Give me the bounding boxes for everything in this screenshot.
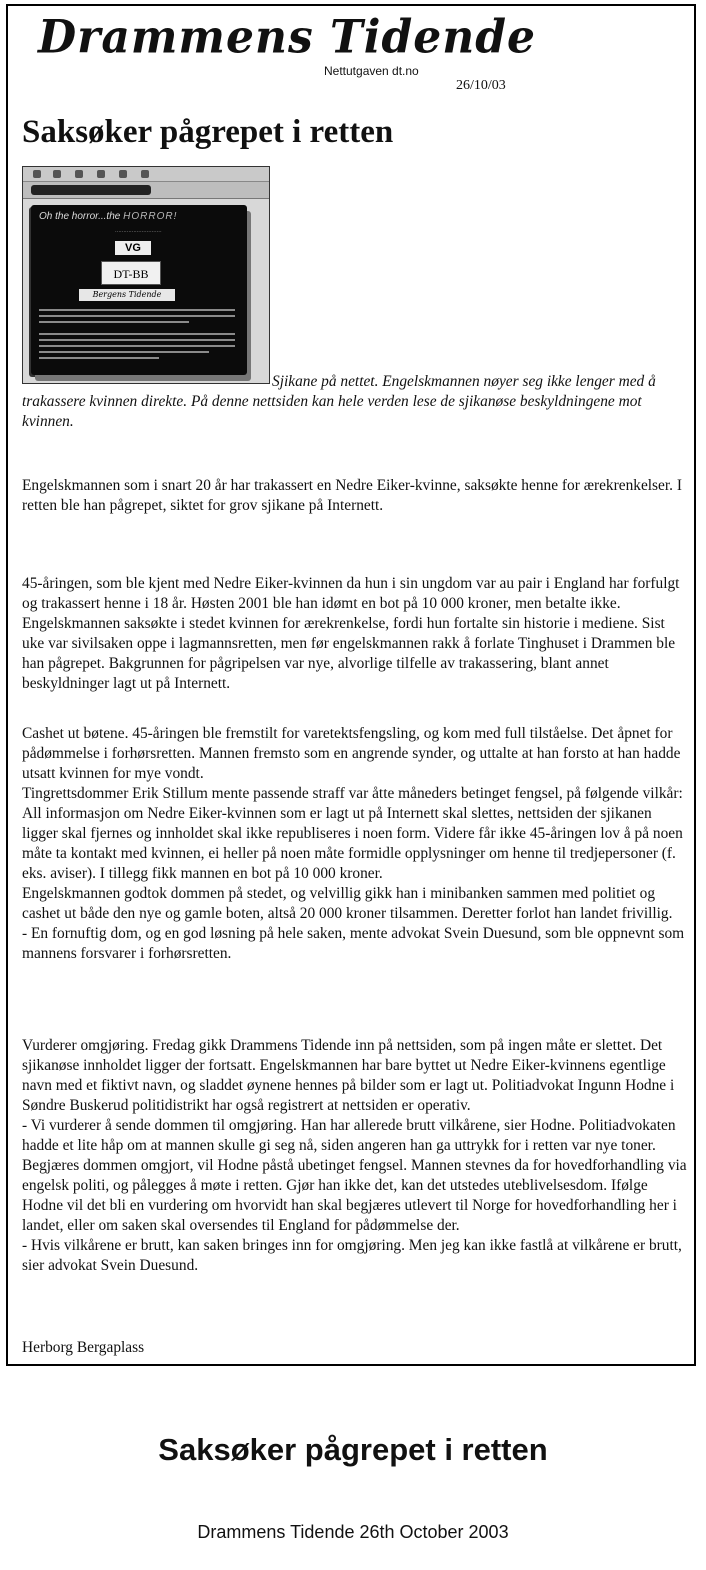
browser-toolbar xyxy=(23,182,269,199)
article-lead xyxy=(22,476,688,516)
masthead xyxy=(38,12,678,96)
byline: Herborg Bergaplass xyxy=(22,1339,145,1356)
body-paragraph: 45-åringen, som ble kjent med Nedre Eiker-kvinnen da hun i sin ungdom var au pair i England har forfulgt og trakassert henne i 18 år. Høsten 2001 ble han idømt en bot på 10 000 kroner, men betalte ikke. xyxy=(22,575,680,612)
browser-menubar xyxy=(23,167,269,182)
newspaper-name: Drammens Tidende xyxy=(38,10,537,65)
body-paragraph: - Vi vurderer å sende dommen til omgjøring. Han har allerede brutt vilkårene, sier Hodne. Politiadvokaten hadde et lite håp om at mannen skulle gi seg nå, siden angeren han ga uttrykk for i retten var nye toner. Begjæres dommen omgjort, vil Hodne påstå ubetinget fengsel. Mannen stevnes da for hovedforhandling via engelsk politi, og pålegges å møte i retten. Gjør han ikke det, kan det utstedes uteblivelsesdom. Ifølge Hodne vil det bli en vurdering om hvorvidt han skal begjæres utlevert til Norge for hovedforhandling her i landet, eller om saken skal oversendes til England for pådømmelse der. xyxy=(22,1117,687,1234)
body-paragraph: - En fornuftig dom, og en god løsning på hele saken, mente advokat Svein Duesund, som ble oppnevnt som mannens forsvarer i forhørsretten. xyxy=(22,925,685,962)
body-paragraph: - Hvis vilkårene er brutt, kan saken bringes inn for omgjøring. Men jeg kan ikke fastlå at vilkårene er brutt, sier advokat Svein Duesund. xyxy=(22,1237,682,1274)
lead-paragraph: Engelskmannen som i snart 20 år har trakassert en Nedre Eiker-kvinne, saksøkte henne for ærekrenkelser. I retten ble han pågrepet, siktet for grov sjikane på Internett. xyxy=(22,477,682,514)
vg-logo: VG xyxy=(115,241,151,255)
article-headline: Saksøker pågrepet i retten xyxy=(22,114,394,150)
body-paragraph: Engelskmannen godtok dommen på stedet, og velvillig gikk han i minibanken sammen med politiet og cashet ut både den nye og gamle boten, altså 20 000 kroner tilsammen. Deretter forlot han landet frivillig. xyxy=(22,885,673,922)
article-section-3 xyxy=(22,1036,688,1276)
footer-source: Drammens Tidende 26th October 2003 xyxy=(197,1522,509,1542)
article-section-2 xyxy=(22,724,688,964)
image-caption: Sjikane på nettet. Engelskmannen nøyer seg ikke lenger med å trakassere kvinnen direkte. På denne nettsiden kan hele verden lese de sjikanøse beskyldningene mot kvinnen. xyxy=(22,373,656,430)
article-byline-block xyxy=(22,1338,688,1358)
dt-bb-logo: DT-BB xyxy=(101,261,161,285)
bergens-tidende-logo: Bergens Tidende xyxy=(79,289,175,301)
body-paragraph: Vurderer omgjøring. Fredag gikk Drammens Tidende inn på nettsiden, som på ingen måte er slettet. Det sjikanøse innholdet ligger der fortsatt. Engelskmannen har bare byttet ut Nedre Eiker-kvinnens egentlige navn med et fiktivt navn, og sladdet øynene hennes på bilder som er lagt ut. Politiadvokat Ingunn Hodne i Søndre Buskerud politidistrikt har også registrert at nettsiden er operativ. xyxy=(22,1037,675,1114)
body-paragraph: Cashet ut bøtene. 45-åringen ble fremstilt for varetektsfengsling, og kom med full tilståelse. Det åpnet for pådømmelse i forhørsretten. Mannen fremsto som en angrende synder, og uttalte at han forsto at han hadde utsatt kvinnen for mye vondt. xyxy=(22,725,681,782)
website-screenshot-image xyxy=(22,166,270,384)
edition-label: Nettutgaven dt.no xyxy=(324,64,419,78)
publication-date: 26/10/03 xyxy=(456,78,506,93)
website-page xyxy=(31,205,247,375)
article-section-1 xyxy=(22,574,688,694)
website-byline: ···························· xyxy=(115,229,162,235)
body-paragraph: Engelskmannen saksøkte i stedet kvinnen for ærekrenkelse, fordi hun fortalte sin historie i mediene. Sist uke var sivilsaken oppe i lagmannsretten, men før engelskmannen rakk å forlate Tinghuset i Drammen ble han pågrepet. Bakgrunnen for pågripelsen var nye, alvorlige tilfelle av trakassering, blant annet beskyldninger lagt ut på Internett. xyxy=(22,615,676,692)
article-clipping xyxy=(6,4,696,1366)
website-tagline: Oh the horror...the HORROR! xyxy=(39,211,178,222)
body-paragraph: Tingrettsdommer Erik Stillum mente passende straff var åtte måneders betinget fengsel, på følgende vilkår: All informasjon om Nedre Eiker-kvinnen som er lagt ut på Internett skal slettes, nettsiden der sjikanen ligger skal fjernes og innholdet skal ikke republiseres i noen form. Videre får ikke 45-åringen lov å på noen måte ta kontakt med kvinnen, ei heller på noen måte formidle opplysninger om henne til tredjepersoner (f. eks. aviser). I tillegg fikk mannen en bot på 10 000 kroner. xyxy=(22,785,683,882)
footer-title: Saksøker pågrepet i retten xyxy=(158,1432,548,1467)
